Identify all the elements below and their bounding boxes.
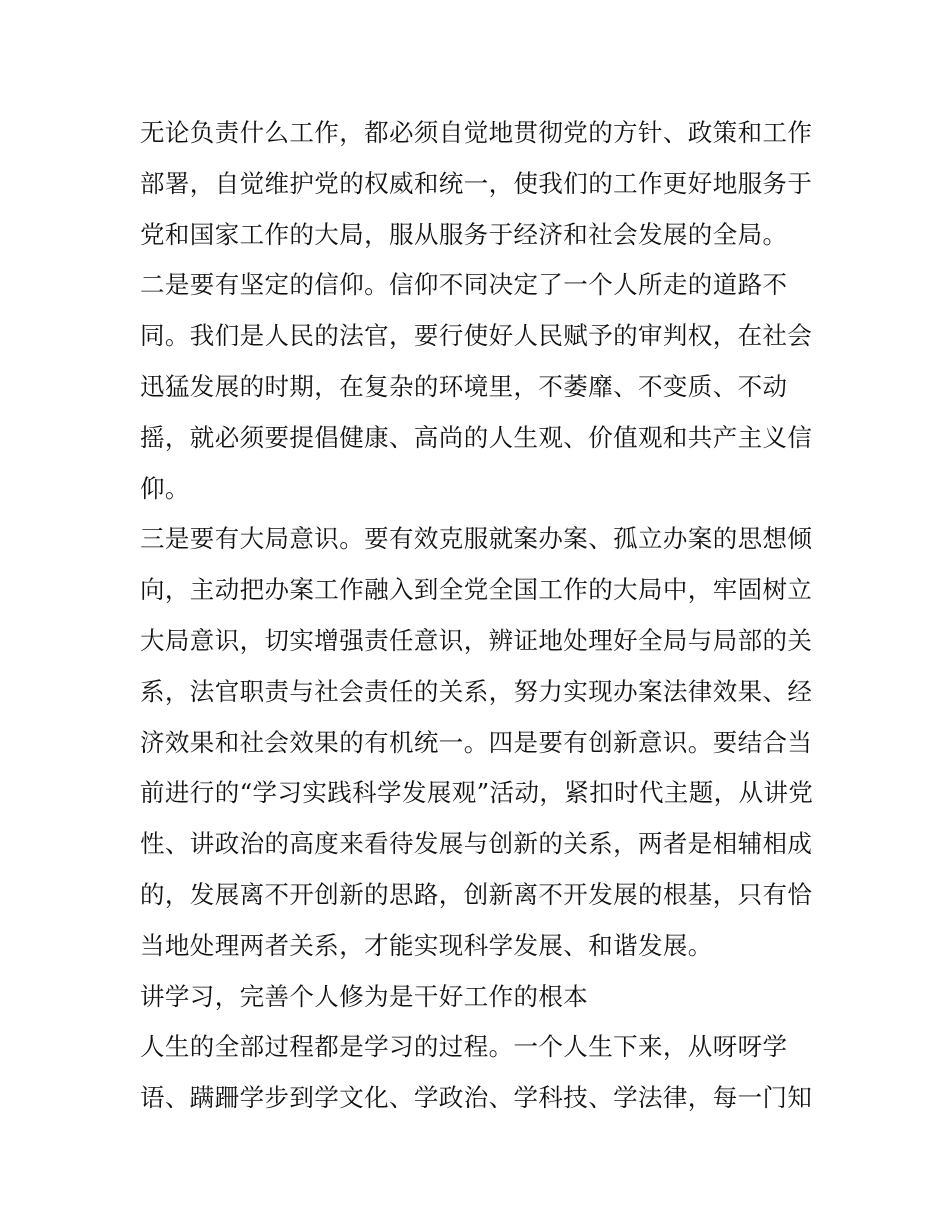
text-line: 迅猛发展的时期，在复杂的环境里，不萎靡、不变质、不动 xyxy=(140,371,788,401)
text-line: 党和国家工作的大局，服从服务于经济和社会发展的全局。 xyxy=(140,219,788,249)
text-line: 向，主动把办案工作融入到全党全国工作的大局中，牢固树立 xyxy=(140,575,813,605)
text-line: 二是要有坚定的信仰。信仰不同决定了一个人所走的道路不 xyxy=(140,270,788,300)
text-line: 无论负责什么工作，都必须自觉地贯彻党的方针、政策和工作 xyxy=(140,118,813,147)
text-line: 当地处理两者关系，才能实现科学发展、和谐发展。 xyxy=(140,930,713,960)
text-line: 三是要有大局意识。要有效克服就案办案、孤立办案的思想倾 xyxy=(140,524,813,554)
text-line: 仰。 xyxy=(140,473,190,503)
section-heading: 讲学习，完善个人修为是干好工作的根本 xyxy=(140,981,589,1011)
text-line: 部署，自觉维护党的权威和统一，使我们的工作更好地服务于 xyxy=(140,168,813,198)
text-line: 性、讲政治的高度来看待发展与创新的关系，两者是相辅相成 xyxy=(140,829,813,859)
text-line: 的，发展离不开创新的思路，创新离不开发展的根基，只有恰 xyxy=(140,879,813,909)
body-text xyxy=(140,108,820,1124)
text-line: 人生的全部过程都是学习的过程。一个人生下来，从呀呀学 xyxy=(140,1032,788,1062)
text-line: 前进行的“学习实践科学发展观”活动，紧扣时代主题，从讲党 xyxy=(140,778,814,808)
text-line: 济效果和社会效果的有机统一。四是要有创新意识。要结合当 xyxy=(140,727,813,757)
text-line: 语、蹒跚学步到学文化、学政治、学科技、学法律，每一门知 xyxy=(140,1083,813,1113)
text-line: 系，法官职责与社会责任的关系，努力实现办案法律效果、经 xyxy=(140,676,813,706)
text-line: 同。我们是人民的法官，要行使好人民赋予的审判权，在社会 xyxy=(140,321,813,351)
text-line: 大局意识，切实增强责任意识，辨证地处理好全局与局部的关 xyxy=(140,625,813,655)
text-line: 摇，就必须要提倡健康、高尚的人生观、价值观和共产主义信 xyxy=(140,422,813,452)
